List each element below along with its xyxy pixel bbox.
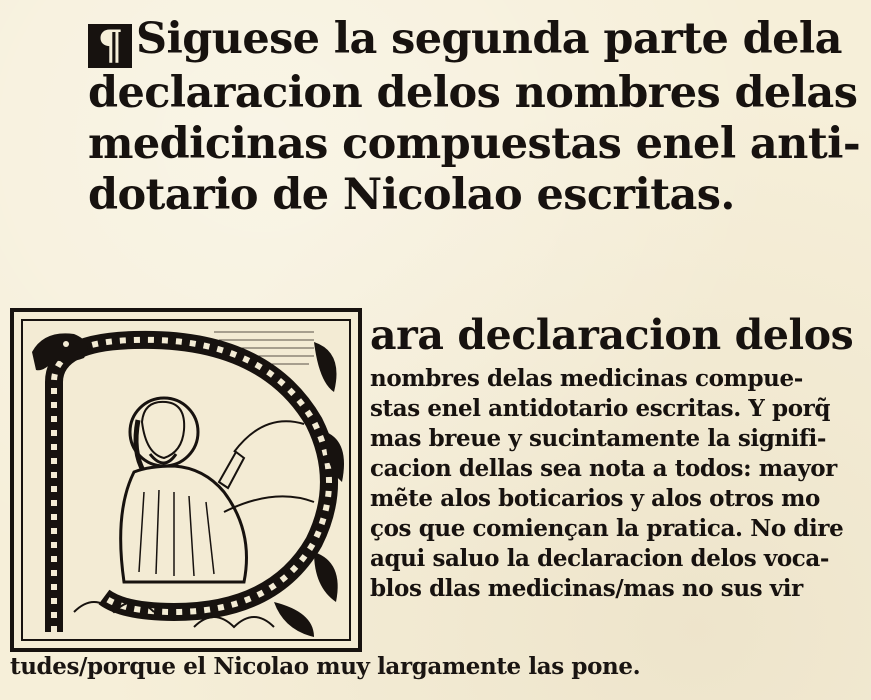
historiated-initial-woodcut: [10, 308, 362, 652]
body-line-7: ços que comiençan la pratica. No dire: [370, 515, 844, 542]
initial-p-saint-illustration: [14, 312, 358, 648]
body-paragraph: [370, 306, 860, 604]
section-heading: [88, 14, 861, 221]
body-line-8: aqui saluo la declaracion delos voca-: [370, 545, 830, 572]
body-line-1: ara declaracion delos: [370, 311, 854, 359]
heading-line-3: medicinas compuestas enel anti-: [88, 119, 861, 169]
body-line-final: tudes/porque el Nicolao muy largamente las pone.: [10, 653, 641, 680]
body-line-4: mas breue y sucintamente la signifi-: [370, 425, 827, 452]
body-line-9: blos dlas medicinas/mas no sus vir: [370, 575, 803, 602]
heading-line-4: dotario de Nicolao escritas.: [88, 170, 735, 220]
body-line-2: nombres delas medicinas compue-: [370, 365, 803, 392]
body-line-6: mẽte alos boticarios y alos otros mo: [370, 485, 820, 512]
body-line-3: stas enel antidotario escritas. Y porq̃: [370, 395, 831, 422]
body-line-5: cacion dellas sea nota a todos: mayor: [370, 455, 837, 482]
heading-line-1: [88, 14, 842, 69]
heading-line-2: declaracion delos nombres delas: [88, 68, 858, 118]
heading-line-1-text: Siguese la segunda parte dela: [136, 14, 842, 64]
paragraph-mark-icon: ¶: [88, 24, 132, 68]
